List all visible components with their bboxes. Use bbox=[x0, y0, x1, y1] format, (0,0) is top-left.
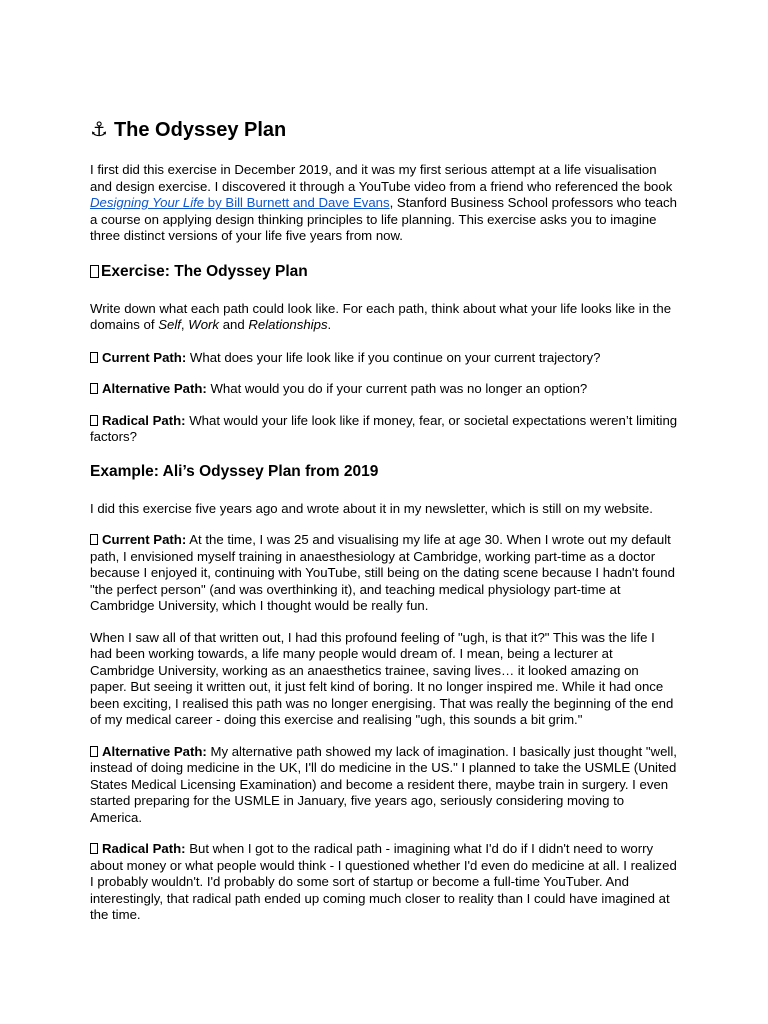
path-label: Current Path: bbox=[102, 349, 187, 365]
path-label: Alternative Path: bbox=[102, 743, 207, 759]
path-text: What would you do if your current path was no longer an option? bbox=[206, 381, 588, 396]
exercise-heading-text: Exercise: The Odyssey Plan bbox=[101, 262, 308, 280]
example-alternative-path bbox=[90, 744, 678, 827]
path-label: Current Path: bbox=[102, 532, 187, 547]
instructions-text: Write down what each path could look like. For each path, think about what your life looks like in the domains of bbox=[90, 300, 672, 332]
path-text: What does your life look like if you continue on your current trajectory? bbox=[186, 349, 601, 365]
book-authors-link-text: by Bill Burnett and Dave Evans bbox=[204, 195, 390, 210]
domain-work: Work bbox=[188, 317, 220, 332]
missing-glyph-icon bbox=[90, 843, 98, 854]
example-radical-path bbox=[90, 841, 678, 924]
intro-text-end: , Stanford Business School professors who teach a course on applying design thinking principles to life planning. This exercise asks you to imagine three distinct versions of your life five years from now. bbox=[90, 195, 677, 243]
exercise-current-path bbox=[90, 350, 678, 367]
path-text: My alternative path showed my lack of imagination. I basically just thought "well, instead of doing medicine in the UK, I'll do medicine in the US." I planned to take the USMLE (United States Medical Licensing Examination) and become a resident there, maybe train in surgery. I even started preparing for the USMLE in January, five years ago, seriously considering moving to America. bbox=[90, 743, 677, 825]
missing-glyph-icon bbox=[90, 265, 99, 278]
page-title bbox=[90, 116, 678, 144]
path-text: At the time, I was 25 and visualising my life at age 30. When I wrote out my default path, I envisioned myself training in anaesthesiology at Cambridge, working part-time as a doctor because I enjoyed it, continuing with YouTube, still being on the dating scene because I hadn't found "the perfect person" (and was overthinking it), and teaching medical physiology part-time at Cambridge University, which I thought would be really fun. bbox=[90, 532, 675, 613]
separator: , bbox=[180, 317, 189, 332]
path-text: What would your life look like if money, fear, or societal expectations weren’t limiting factors? bbox=[90, 412, 678, 444]
missing-glyph-icon bbox=[90, 383, 98, 394]
separator: and bbox=[219, 317, 249, 332]
missing-glyph-icon bbox=[90, 415, 98, 426]
exercise-alternative-path bbox=[90, 381, 678, 398]
path-text: But when I got to the radical path - imagining what I'd do if I didn't need to worry about money or what people would think - I questioned whether I'd even do medicine at all. I realized I probably wouldn't. I'd probably do some sort of startup or become a full-time YouTuber. And interestingly, that radical path ended up coming much closer to reality than I could have imagined at the time. bbox=[90, 841, 677, 922]
example-current-path bbox=[90, 532, 678, 615]
example-heading: Example: Ali’s Odyssey Plan from 2019 bbox=[90, 462, 379, 480]
book-link[interactable] bbox=[90, 195, 390, 210]
domain-relationships: Relationships bbox=[248, 317, 328, 332]
anchor-icon: ⚓ bbox=[90, 119, 108, 141]
domain-self: Self bbox=[158, 317, 181, 332]
period: . bbox=[327, 317, 332, 332]
missing-glyph-icon bbox=[90, 534, 98, 545]
exercise-radical-path bbox=[90, 413, 678, 446]
exercise-heading bbox=[90, 261, 678, 283]
intro-paragraph bbox=[90, 162, 678, 245]
path-label: Radical Path: bbox=[102, 412, 186, 428]
exercise-instructions bbox=[90, 301, 678, 334]
book-title-link-text: Designing Your Life bbox=[90, 195, 205, 210]
intro-text-start: I first did this exercise in December 2019, and it was my first serious attempt at a life visualisation and design exercise. I discovered it through a YouTube video from a friend who referenced the book bbox=[90, 162, 673, 194]
missing-glyph-icon bbox=[90, 746, 98, 757]
example-reflection: When I saw all of that written out, I had this profound feeling of "ugh, is that it?" This was the life I had been working towards, a life many people would dream of. I mean, being a lecturer at Cambridge University, working as an anaesthetics trainee, saving lives… it looked amazing on paper. But seeing it written out, it just felt kind of boring. It no longer inspired me. While it had once been exciting, I realised this path was no longer energising. That was really the beginning of the end of my medical career - doing this exercise and realising "ugh, this sounds a bit grim." bbox=[90, 629, 674, 727]
path-label: Alternative Path: bbox=[102, 381, 207, 396]
page-title-text: The Odyssey Plan bbox=[113, 119, 287, 141]
path-label: Radical Path: bbox=[102, 841, 186, 856]
example-intro: I did this exercise five years ago and wrote about it in my newsletter, which is still on my website. bbox=[90, 500, 653, 516]
missing-glyph-icon bbox=[90, 352, 98, 363]
